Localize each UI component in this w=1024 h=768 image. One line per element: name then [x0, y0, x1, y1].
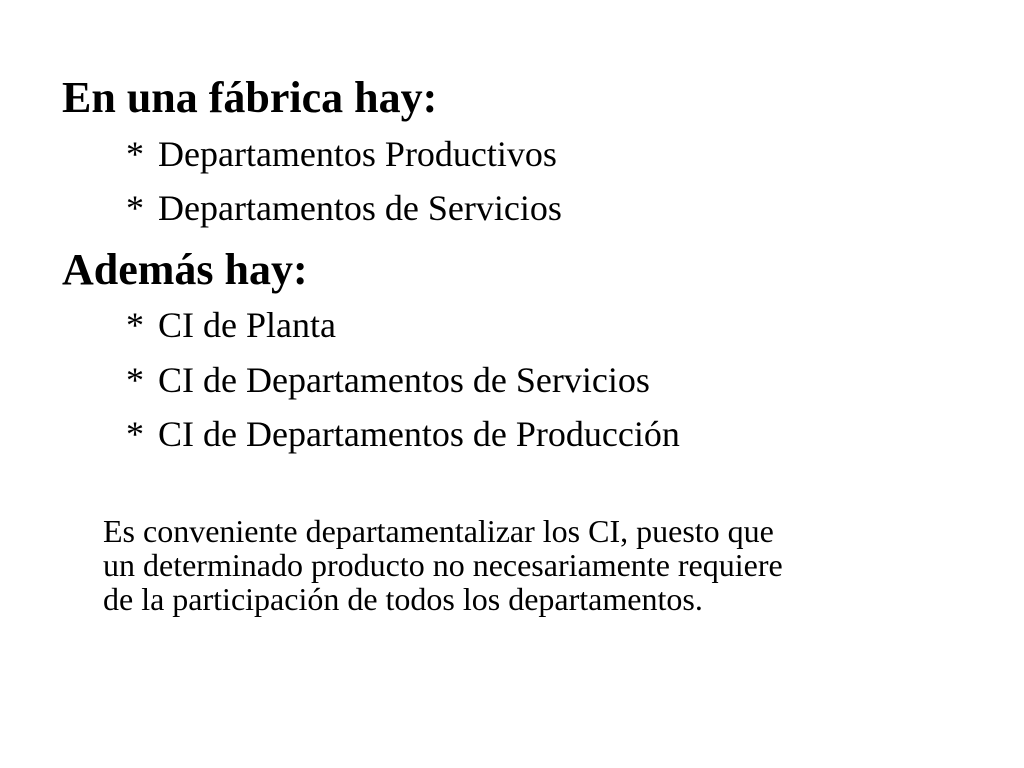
- explanatory-note: [103, 514, 983, 616]
- heading-additionally: Además hay:: [62, 245, 308, 294]
- list-item-text: CI de Departamentos de Producción: [158, 414, 680, 454]
- heading-factory: En una fábrica hay:: [62, 73, 438, 122]
- bullet-marker: *: [126, 134, 144, 174]
- list-item-text: CI de Departamentos de Servicios: [158, 360, 650, 400]
- list-item: [126, 136, 557, 172]
- note-line: de la participación de todos los departamentos.: [103, 581, 703, 617]
- bullet-marker: *: [126, 360, 144, 400]
- list-item-text: CI de Planta: [158, 305, 336, 345]
- list-item: [126, 307, 336, 343]
- bullet-marker: *: [126, 414, 144, 454]
- note-line: Es conveniente departamentalizar los CI, puesto que: [103, 513, 774, 549]
- list-item: [126, 190, 562, 226]
- list-item-text: Departamentos de Servicios: [158, 188, 562, 228]
- list-item-text: Departamentos Productivos: [158, 134, 557, 174]
- note-line: un determinado producto no necesariamente requiere: [103, 547, 783, 583]
- list-item: [126, 362, 650, 398]
- bullet-marker: *: [126, 305, 144, 345]
- list-item: [126, 416, 680, 452]
- bullet-marker: *: [126, 188, 144, 228]
